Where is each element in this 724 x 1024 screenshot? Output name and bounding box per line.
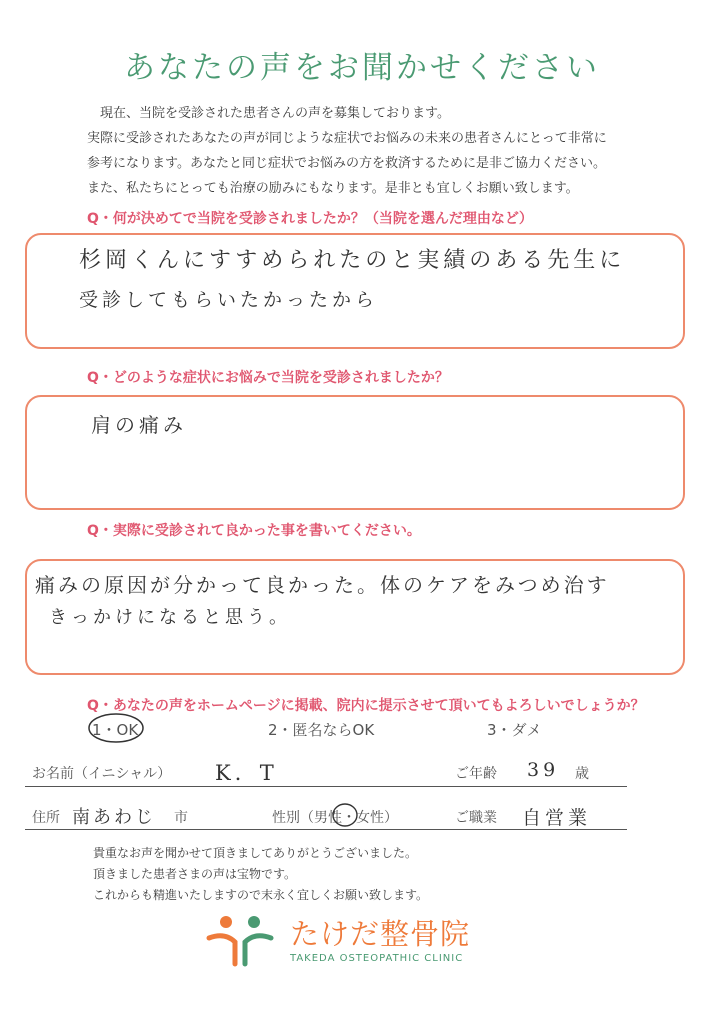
consent-option-ok[interactable] — [92, 719, 138, 740]
page-title: あなたの声をお聞かせください — [124, 50, 600, 86]
answer-box-2[interactable] — [25, 395, 685, 510]
consent-option-ok-label: 1・OK — [92, 721, 139, 739]
question-1-label: Q・何が決めてで当院を受診されましたか？（当院を選んだ理由など） — [87, 211, 533, 227]
name-row-underline — [25, 786, 627, 787]
job-field[interactable]: 自営業 — [522, 807, 592, 829]
thanks-line: これからも精進いたしますので末永く宜しくお願い致します。 — [93, 888, 429, 902]
answer-1-line-2: 受診してもらいたかったから — [79, 289, 379, 311]
answer-2-line-1: 肩の痛み — [91, 413, 187, 437]
consent-question: Q・あなたの声をホームページに掲載、院内に提示させて頂いてもよろしいでしょうか？ — [87, 698, 645, 714]
intro-line: 実際に受診されたあなたの声が同じような症状でお悩みの未来の患者さんにとって非常に — [87, 131, 607, 146]
answer-3-line-1: 痛みの原因が分かって良かった。体のケアをみつめ治す — [35, 573, 610, 597]
address-suffix: 市 — [174, 810, 188, 826]
question-3-label: Q・実際に受診されて良かった事を書いてください。 — [87, 523, 421, 539]
address-field[interactable]: 南あわじ — [72, 807, 156, 828]
selection-circle — [86, 711, 146, 745]
intro-line: 参考になります。あなたと同じ症状でお悩みの方を救済するために是非ご協力ください。 — [87, 156, 606, 171]
intro-text — [87, 101, 687, 201]
clinic-logo-name: たけだ整骨院 — [290, 917, 471, 951]
age-unit: 歳 — [575, 766, 589, 782]
answer-box-3[interactable] — [25, 559, 685, 675]
intro-line: また、私たちにとっても治療の励みにもなります。是非とも宜しくお願い致します。 — [87, 181, 579, 196]
gender-option-female[interactable]: 女性 — [356, 810, 384, 826]
clinic-logo-subtitle: TAKEDA OSTEOPATHIC CLINIC — [290, 953, 464, 964]
thanks-line: 頂きました患者さまの声は宝物です。 — [93, 867, 297, 881]
gender-close: ） — [384, 810, 398, 826]
job-label: ご職業 — [455, 810, 497, 826]
answer-1-line-1: 杉岡くんにすすめられたのと実績のある先生に — [79, 248, 626, 273]
name-label: お名前（イニシャル） — [32, 766, 172, 782]
address-row-underline — [25, 829, 627, 830]
age-label: ご年齢 — [455, 766, 497, 782]
answer-3-line-2: きっかけになると思う。 — [49, 607, 291, 628]
thanks-message — [93, 843, 428, 906]
consent-option-no[interactable]: 3・ダメ — [487, 721, 542, 739]
question-2-label: Q・どのような症状にお悩みで当院を受診されましたか？ — [87, 370, 449, 386]
gender-selection-circle — [330, 802, 360, 828]
gender-separator: ・ — [342, 810, 356, 826]
gender-option-male[interactable]: 男性 — [314, 810, 342, 826]
intro-line: 現在、当院を受診された患者さんの声を募集しております。 — [87, 106, 450, 121]
age-field[interactable]: 39 — [527, 759, 560, 781]
clinic-logo-mark — [205, 912, 275, 972]
answer-box-1[interactable] — [25, 233, 685, 349]
gender-label: 性別（ — [272, 810, 314, 826]
address-label: 住所 — [32, 810, 60, 826]
gender-group — [272, 807, 398, 827]
consent-option-anonymous[interactable]: 2・匿名ならOK — [268, 721, 375, 739]
name-field[interactable]: K．T — [215, 761, 278, 785]
thanks-line: 貴重なお声を聞かせて頂きましてありがとうございました。 — [93, 846, 418, 860]
